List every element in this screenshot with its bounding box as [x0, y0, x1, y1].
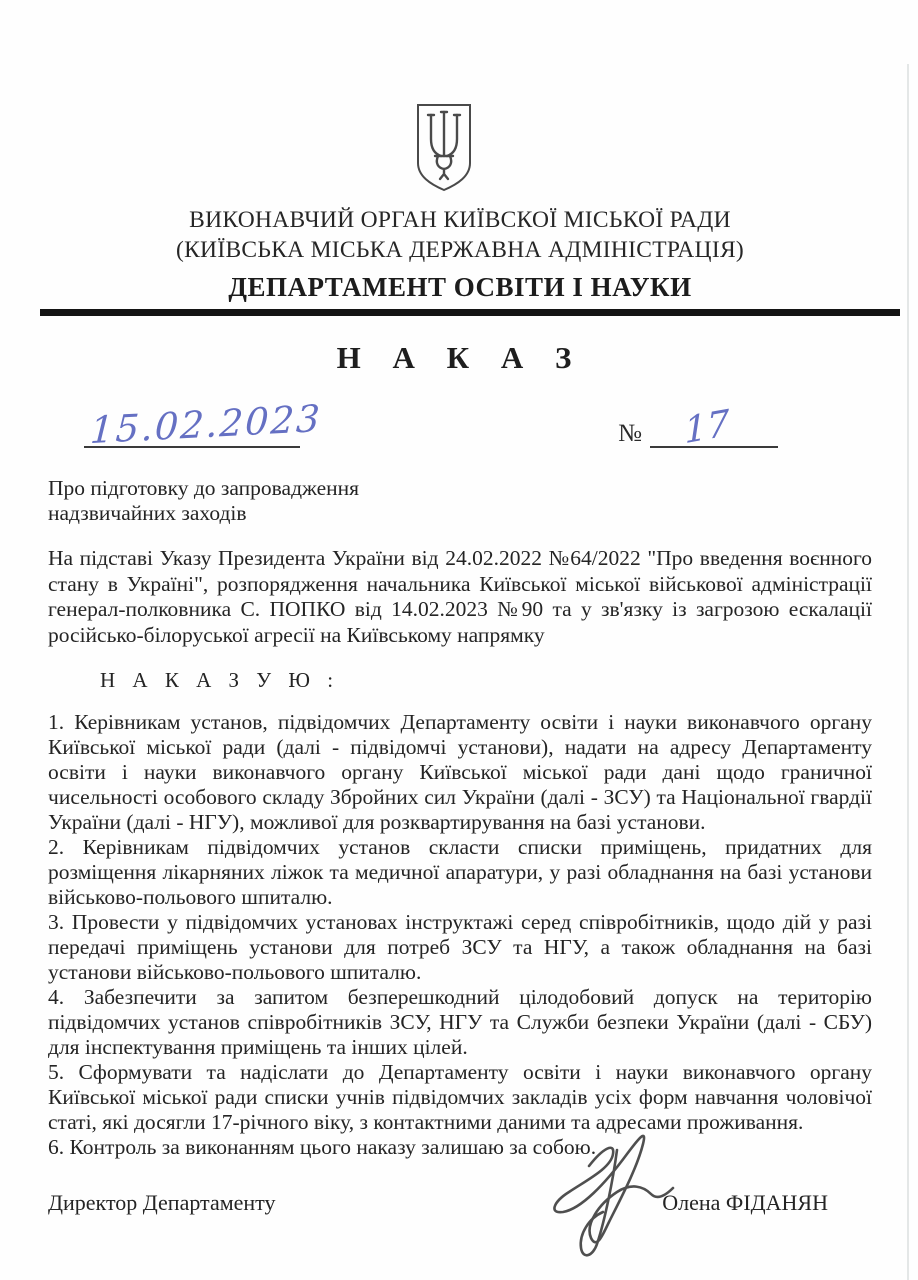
department-title: ДЕПАРТАМЕНТ ОСВІТИ І НАУКИ [228, 272, 692, 302]
signer-name: Олена ФІДАНЯН [662, 1190, 828, 1215]
order-item-4: 4. Забезпечити за запитом безперешкодний цілодобовий допуск на територію підвідомчих установ співробітників ЗСУ, НГУ та Служби безпеки України (далі - СБУ) для інспектування приміщень та інших цілей. [48, 985, 872, 1059]
subject-line-1: Про підготовку до запровадження [48, 476, 360, 500]
ukraine-trident-emblem-icon [429, 102, 491, 199]
signature-row [48, 1190, 872, 1216]
subject-line-2: надзвичайних заходів [48, 501, 247, 525]
header-divider-rule [40, 309, 900, 316]
number-field [618, 394, 778, 453]
subject-block [48, 476, 872, 526]
order-word: Н А К А З У Ю : [100, 668, 340, 692]
order-item-1: 1. Керівникам установ, підвідомчих Департаменту освіти і науки виконавчого органу Київської міської ради (далі - підвідомчі установи), надати на адресу Департаменту освіти і науки виконавчого органу Київської міської ради дані щодо граничної чисельності особового складу Збройних сил України (далі - ЗСУ) та Національної гвардії України (далі - НГУ), можливої для розквартирування на базі установи. [48, 710, 872, 834]
number-underline [650, 394, 778, 453]
order-item-5: 5. Сформувати та надіслати до Департаменту освіти і науки виконавчого органу Київської міської ради списки учнів підвідомчих закладів усіх форм навчання чоловічої статі, які досягли 17-річного віку, з контактними даними та адресами проживання. [48, 1060, 872, 1134]
signer-position: Директор Департаменту [48, 1190, 276, 1215]
org-header [48, 205, 872, 265]
number-label: № [618, 420, 642, 447]
order-title: Н А К А З [336, 340, 584, 375]
order-item-2: 2. Керівникам підвідомчих установ скласти списки приміщень, придатних для розміщення лікарняних ліжок та медичної апаратури, у разі обладнання на базі установи військово-польового шпиталю. [48, 835, 872, 909]
scan-edge-artifact [907, 64, 909, 1280]
order-item-6: 6. Контроль за виконанням цього наказу залишаю за собою. [48, 1135, 597, 1159]
order-items [48, 710, 872, 1160]
date-number-row [48, 382, 872, 453]
order-item-3: 3. Провести у підвідомчих установах інструктажі серед співробітників, щодо дій у разі передачі приміщень установи для потреб ЗСУ та НГУ, а також обладнання на базі установи військово-польового шпиталю. [48, 910, 872, 984]
handwritten-date: 15.02.2023 [89, 396, 323, 453]
handwritten-signature-icon [545, 1118, 695, 1268]
preamble-paragraph: На підставі Указу Президента України від 24.02.2022 №64/2022 "Про введення воєнного стану в Україні", розпорядження начальника Київської міської військової адміністрації генерал-полковника С. ПОПКО від 14.02.2023 №90 та у зв'язку із загрозою ескалації російсько-білоруської агресії на Київському напрямку [48, 546, 872, 647]
handwritten-number: 17 [683, 402, 731, 453]
date-field [84, 388, 323, 453]
emblem-wrap [48, 0, 872, 199]
org-line-2: (КИЇВСЬКА МІСЬКА ДЕРЖАВНА АДМІНІСТРАЦІЯ) [175, 237, 745, 263]
org-line-1: ВИКОНАВЧИЙ ОРГАН КИЇВСКОЇ МІСЬКОЇ РАДИ [189, 207, 731, 233]
